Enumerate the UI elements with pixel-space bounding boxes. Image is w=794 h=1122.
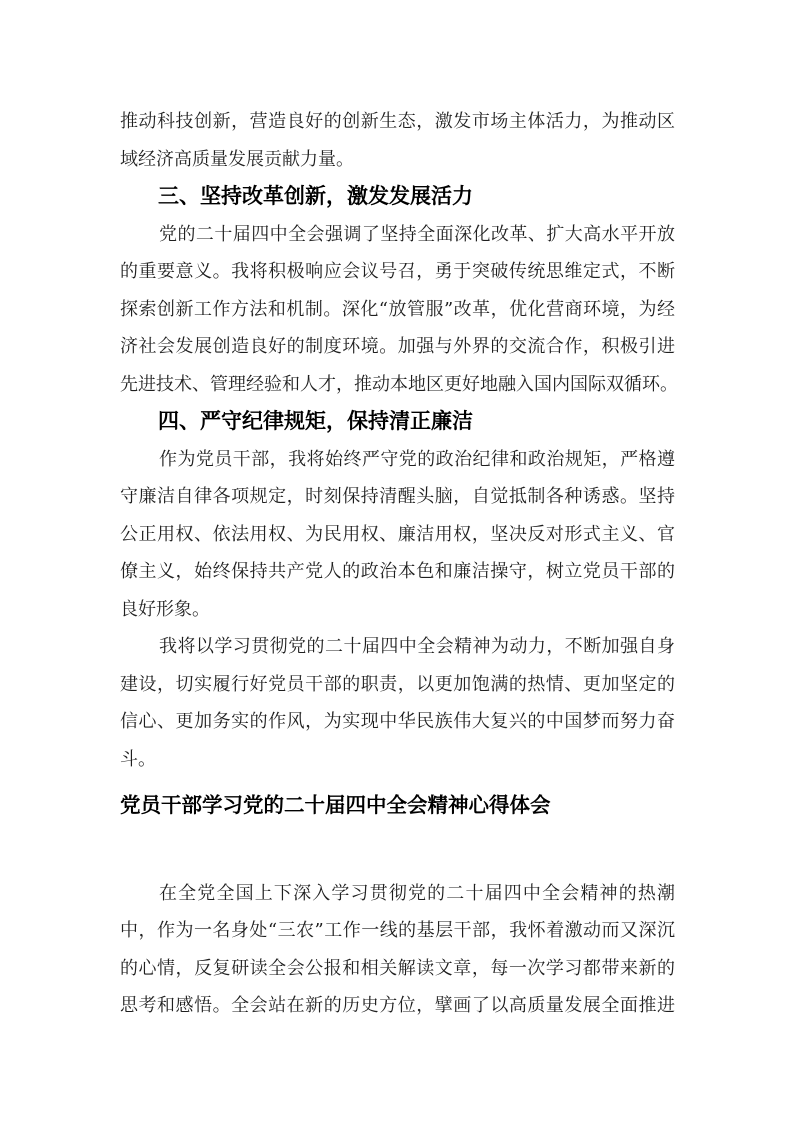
paragraph [120, 441, 675, 629]
text-line: 在全党全国上下深入学习贯彻党的二十届四中全会精神的热潮 [159, 882, 675, 904]
text-line: 良好形象。 [120, 598, 210, 620]
text-line: 守廉洁自律各项规定，时刻保持清醒头脑，自觉抵制各种诱惑。坚持 [120, 486, 675, 507]
text-line: 僚主义，始终保持共产党人的政治本色和廉洁操守，树立党员干部的 [120, 561, 675, 582]
text-line: 济社会发展创造良好的制度环境。加强与外界的交流合作，积极引进 [120, 336, 675, 357]
text-line: 中，作为一名身处“三农”工作一线的基层干部，我怀着激动而又深沉 [120, 920, 675, 941]
text-line: 信心、更加务实的作风，为实现中华民族伟大复兴的中国梦而努力奋 [120, 711, 675, 732]
text-line: 的重要意义。我将积极响应会议号召，勇于突破传统思维定式，不断 [120, 261, 675, 282]
document-title: 党员干部学习党的二十届四中全会精神心得体会 [120, 793, 551, 817]
text-line: 思考和感悟。全会站在新的历史方位，擘画了以高质量发展全面推进 [120, 995, 675, 1016]
text-line: 的心情，反复研读全会公报和相关解读文章，每一次学习都带来新的 [120, 957, 675, 979]
section-heading: 四、严守纪律规矩，保持清正廉洁 [158, 409, 473, 433]
text-line: 先进技术、管理经验和人才，推动本地区更好地融入国内国际双循环。 [120, 373, 678, 395]
text-line: 我将以学习贯彻党的二十届四中全会精神为动力，不断加强自身 [159, 636, 675, 657]
section-heading: 三、坚持改革创新，激发发展活力 [158, 184, 473, 208]
text-line: 推动科技创新，营造良好的创新生态，激发市场主体活力，为推动区 [120, 111, 675, 132]
text-line: 公正用权、依法用权、为民用权、廉洁用权，坚决反对形式主义、官 [120, 523, 675, 545]
text-line: 探索创新工作方法和机制。深化“放管服”改革，优化营商环境，为经 [120, 298, 675, 320]
paragraph [120, 103, 675, 178]
text-line: 作为党员干部，我将始终严守党的政治纪律和政治规矩，严格遵 [159, 448, 675, 470]
text-line: 域经济高质量发展贡献力量。 [120, 148, 354, 170]
text-line: 党的二十届四中全会强调了坚持全面深化改革、扩大高水平开放 [159, 223, 675, 245]
paragraph [120, 628, 675, 778]
text-line: 建设，切实履行好党员干部的职责，以更加饱满的热情、更加坚定的 [120, 673, 675, 695]
text-line: 斗。 [120, 748, 156, 770]
paragraph [120, 875, 675, 1025]
paragraph [120, 216, 678, 404]
document-body [120, 103, 678, 1025]
